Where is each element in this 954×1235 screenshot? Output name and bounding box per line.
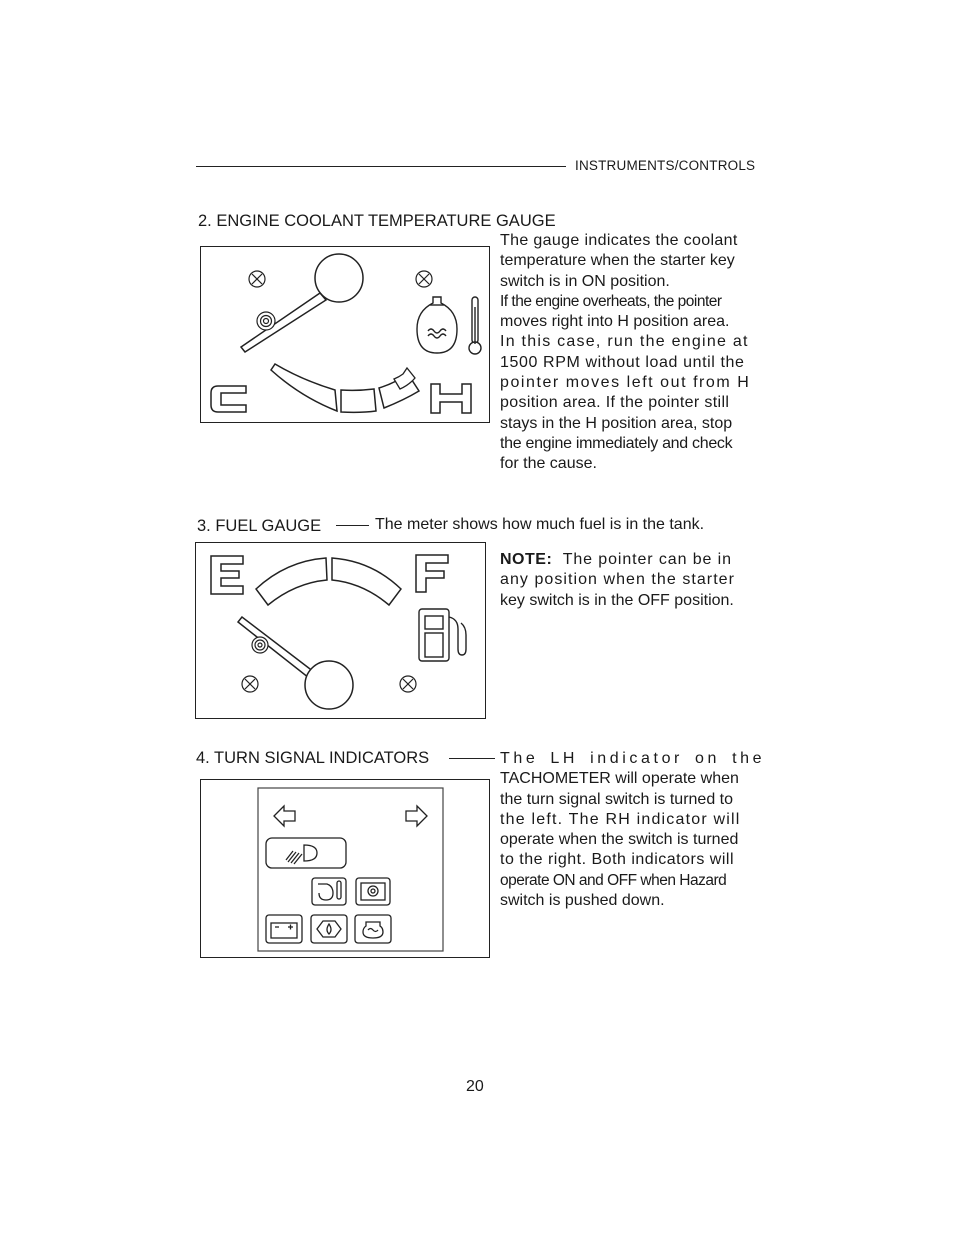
letter-h <box>431 384 471 413</box>
turn-line: operate ON and OFF when Hazard <box>500 871 727 889</box>
screw-icon <box>400 676 416 692</box>
turn-line: switch is pushed down. <box>500 892 665 910</box>
coolant-line: If the engine overheats, the pointer <box>500 292 722 310</box>
coolant-line: position area. If the pointer still <box>500 394 730 412</box>
pointer-hub <box>305 661 353 709</box>
coolant-line: temperature when the starter key <box>500 252 735 270</box>
headlight-icon <box>266 838 346 868</box>
turn-description <box>500 749 766 911</box>
transmission-warning-icon <box>356 878 390 905</box>
fuel-gauge-drawing <box>196 543 487 720</box>
fuel-title-dash <box>336 525 369 526</box>
turn-section-title: 4. TURN SIGNAL INDICATORS <box>196 749 430 767</box>
fuel-note <box>500 550 756 611</box>
oil-pressure-icon <box>311 915 347 943</box>
coolant-line: In this case, run the engine at <box>500 333 749 351</box>
engine-temp-warning-icon <box>312 878 346 905</box>
turn-line: operate when the switch is turned <box>500 831 739 849</box>
coolant-line: for the cause. <box>500 455 597 473</box>
note-label: NOTE: <box>500 551 553 568</box>
fuel-pump-icon <box>419 609 466 661</box>
turn-line: the turn signal switch is turned to <box>500 790 734 808</box>
scale-segment-left <box>256 558 327 605</box>
coolant-section-title: 2. ENGINE COOLANT TEMPERATURE GAUGE <box>198 212 556 230</box>
pointer-needle <box>238 617 314 678</box>
turn-signal-figure <box>200 779 490 958</box>
screw-icon <box>249 271 265 287</box>
coolant-line: moves right into H position area. <box>500 313 730 331</box>
coolant-line: The gauge indicates the coolant <box>500 232 738 249</box>
turn-line: TACHOMETER will operate when <box>500 770 739 788</box>
fuel-description: The meter shows how much fuel is in the tank. <box>375 516 705 533</box>
fuel-gauge-figure <box>195 542 486 719</box>
letter-f <box>416 555 448 592</box>
fuel-section-title: 3. FUEL GAUGE <box>197 517 322 535</box>
pointer-pivot <box>257 312 275 330</box>
header-rule <box>196 166 566 167</box>
page-number: 20 <box>466 1078 484 1095</box>
scale-segment-right <box>332 558 401 605</box>
scale-segment-mid <box>341 389 376 412</box>
note-line: The pointer can be in <box>562 551 732 568</box>
coolant-line: pointer moves left out from H <box>500 374 751 392</box>
turn-line: to the right. Both indicators will <box>500 851 734 869</box>
coolant-description <box>500 231 756 475</box>
coolant-gauge-figure <box>200 246 490 423</box>
screw-icon <box>242 676 258 692</box>
turn-title-dash <box>449 758 495 759</box>
turn-signal-drawing <box>201 780 491 959</box>
scale-segment-cold <box>271 364 337 411</box>
coolant-line: stays in the H position area, stop <box>500 414 733 432</box>
coolant-line: 1500 RPM without load until the <box>500 353 745 371</box>
letter-e <box>211 556 243 594</box>
coolant-line: switch is in ON position. <box>500 272 670 290</box>
coolant-gauge-drawing <box>201 247 491 424</box>
letter-c <box>211 386 246 412</box>
battery-icon <box>266 915 302 943</box>
header-label: INSTRUMENTS/CONTROLS <box>575 158 756 173</box>
coolant-temperature-icon <box>417 297 481 354</box>
coolant-line: the engine immediately and check <box>500 434 733 452</box>
screw-icon <box>416 271 432 287</box>
pointer-needle <box>241 293 326 352</box>
turn-line: The LH indicator on the <box>500 750 766 767</box>
note-line: any position when the starter <box>500 571 736 589</box>
note-line: key switch is in the OFF position. <box>500 591 734 609</box>
glow-plug-icon <box>355 915 391 943</box>
turn-line: the left. The RH indicator will <box>500 810 741 828</box>
pointer-pivot <box>252 637 268 653</box>
